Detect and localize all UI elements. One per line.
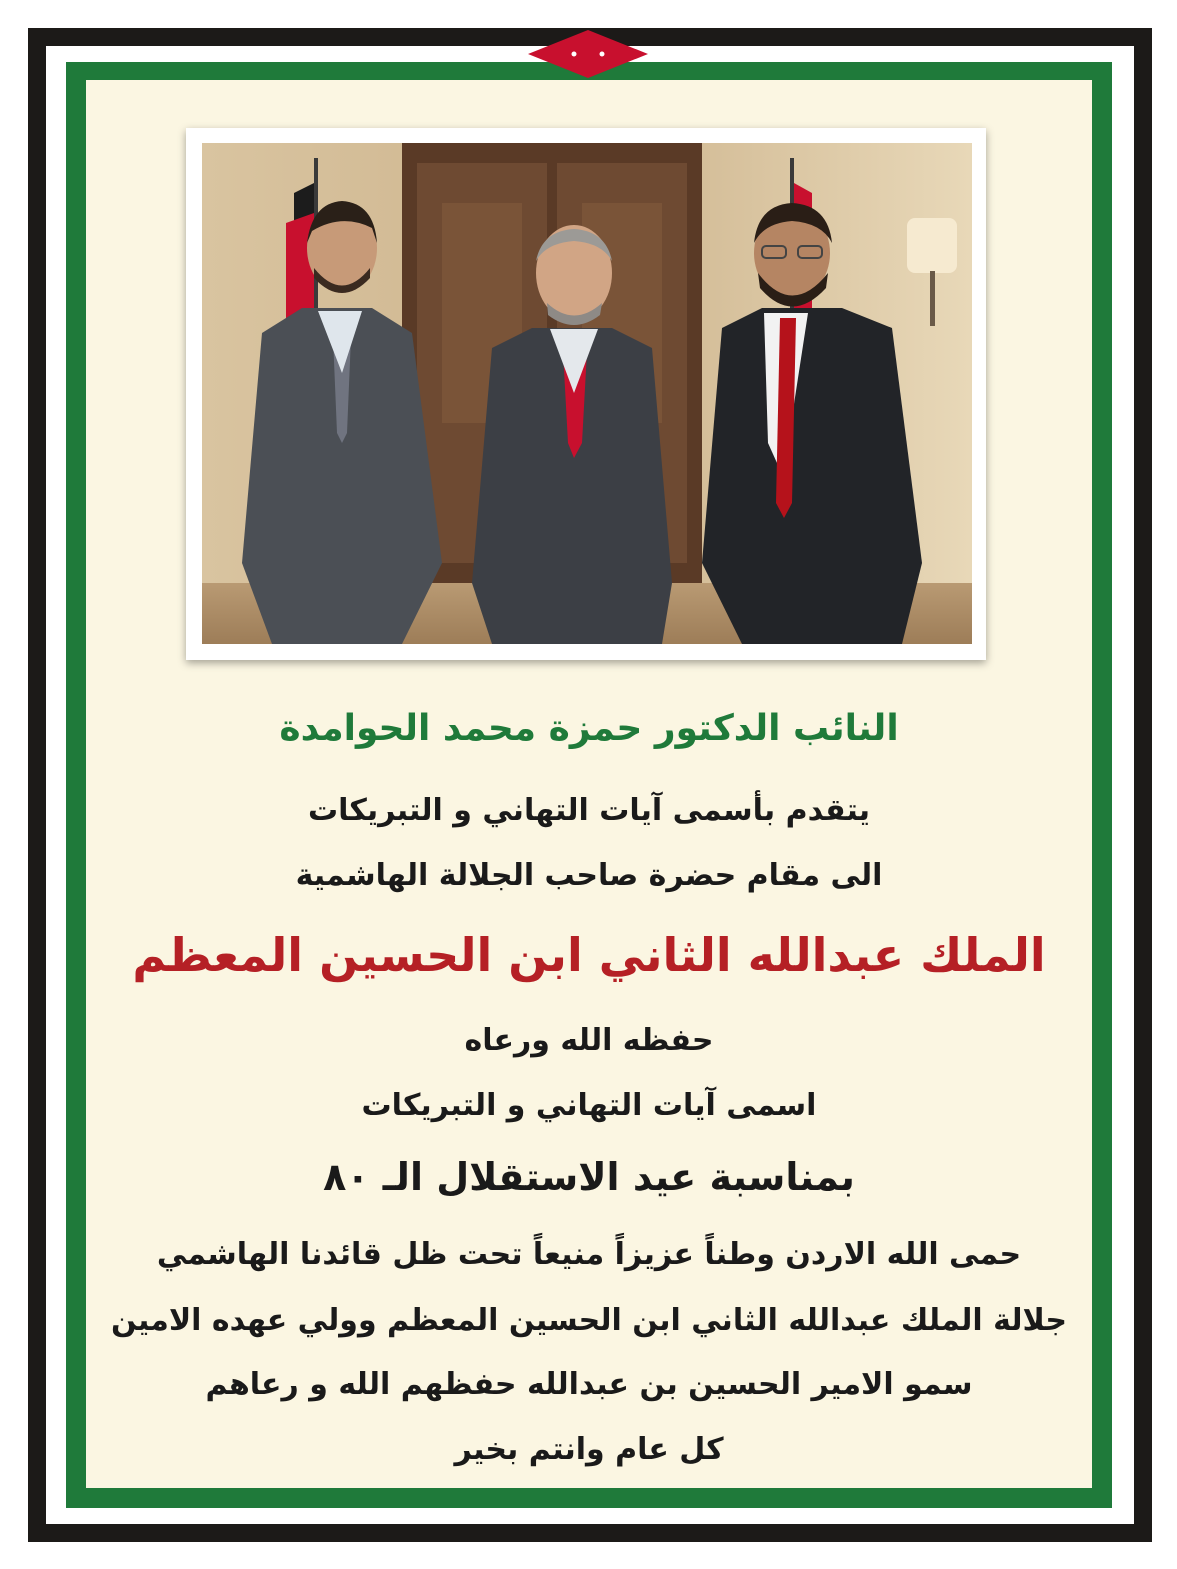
king-title: الملك عبدالله الثاني ابن الحسين المعظم: [132, 928, 1046, 982]
prayer-line-2: جلالة الملك عبدالله الثاني ابن الحسين المعظم وولي عهده الامين: [111, 1303, 1067, 1338]
group-photo: [202, 143, 972, 644]
portrait-photo-icon: [202, 143, 972, 644]
greeting-line-2: الى مقام حضرة صاحب الجلالة الهاشمية: [295, 858, 883, 893]
prayer-line-1: حمى الله الاردن وطناً عزيزاً منيعاً تحت ظل قائدنا الهاشمي: [156, 1237, 1022, 1272]
occasion-line: بمناسبة عيد الاستقلال الـ ٨٠: [323, 1155, 855, 1199]
greeting-line-3: اسمى آيات التهاني و التبريكات: [361, 1088, 817, 1123]
greeting-line-1: يتقدم بأسمى آيات التهاني و التبريكات: [307, 793, 871, 828]
prayer-line-3: سمو الامير الحسين بن عبدالله حفظهم الله و رعاهم: [205, 1367, 973, 1402]
sender-name: النائب الدكتور حمزة محمد الحوامدة: [279, 708, 899, 749]
flag-triangle-emblem: [528, 30, 648, 78]
blessing-line: حفظه الله ورعاه: [464, 1023, 714, 1058]
closing-line: كل عام وانتم بخير: [454, 1432, 724, 1467]
